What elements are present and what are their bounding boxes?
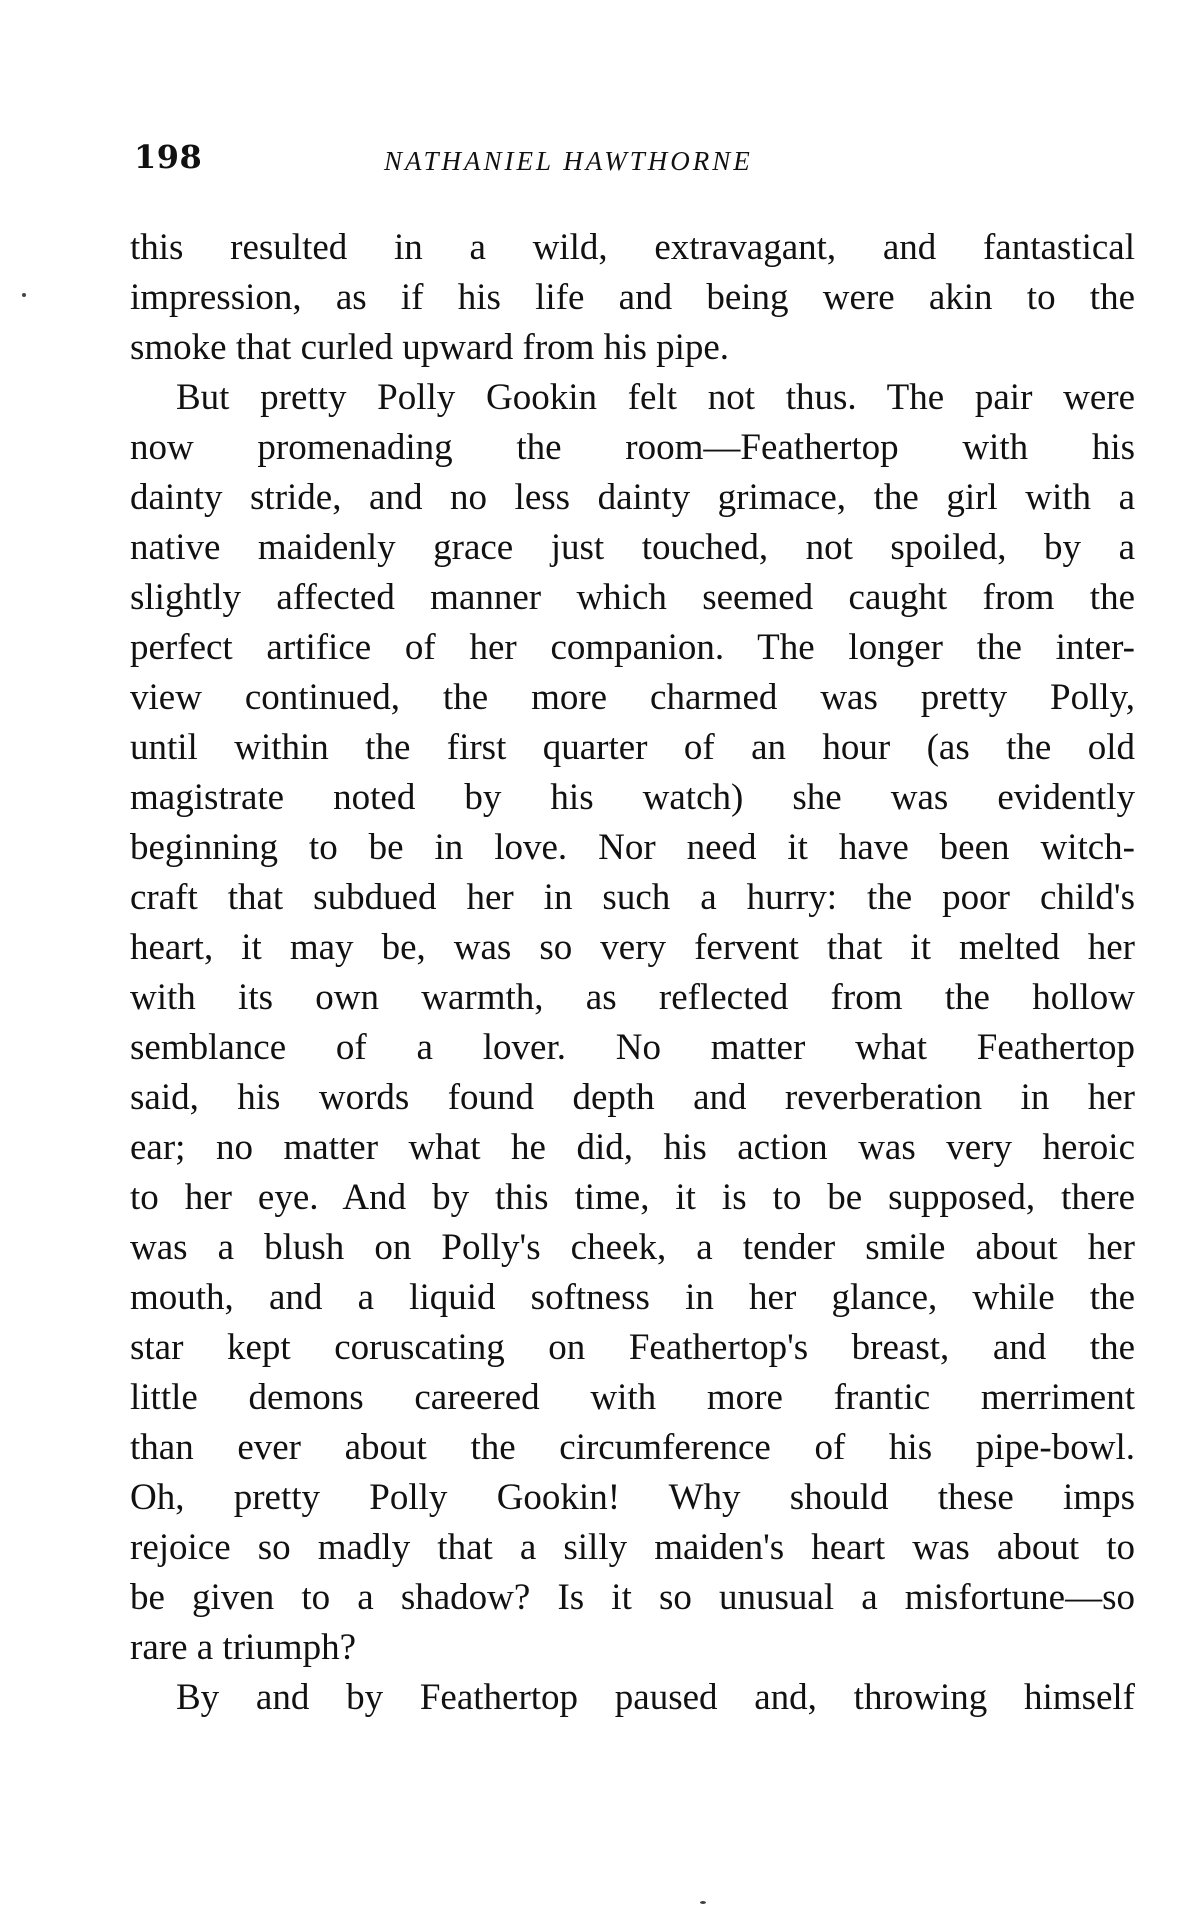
- text-line: now promenading the room—Feathertop with his: [130, 427, 1135, 468]
- text-line: impression, as if his life and being were akin to the: [130, 277, 1135, 318]
- text-line: until within the first quarter of an hour (as the old: [130, 727, 1135, 768]
- text-line: with its own warmth, as reflected from the hollow: [130, 977, 1135, 1018]
- text-line: be given to a shadow? Is it so unusual a misfortune—so: [130, 1577, 1135, 1618]
- text-line: said, his words found depth and reverberation in her: [130, 1077, 1135, 1118]
- text-line: But pretty Polly Gookin felt not thus. The pair were: [176, 377, 1135, 418]
- text-line: beginning to be in love. Nor need it have been witch-: [130, 827, 1135, 868]
- scan-speck: [700, 1901, 706, 1904]
- text-line: semblance of a lover. No matter what Feathertop: [130, 1027, 1135, 1068]
- margin-speck: [22, 293, 26, 297]
- text-line: to her eye. And by this time, it is to be supposed, there: [130, 1177, 1135, 1218]
- page-number: 198: [134, 138, 203, 176]
- running-head: NATHANIEL HAWTHORNE: [384, 146, 753, 176]
- text-line: slightly affected manner which seemed caught from the: [130, 577, 1135, 618]
- text-line: magistrate noted by his watch) she was evidently: [130, 777, 1135, 818]
- text-line: perfect artifice of her companion. The longer the inter-: [130, 627, 1135, 668]
- text-line: view continued, the more charmed was pretty Polly,: [130, 677, 1135, 718]
- text-line: heart, it may be, was so very fervent that it melted her: [130, 927, 1135, 968]
- text-line: dainty stride, and no less dainty grimace, the girl with a: [130, 477, 1135, 518]
- text-line: smoke that curled upward from his pipe.: [130, 327, 730, 368]
- text-line: rare a triumph?: [130, 1627, 356, 1668]
- text-line: Oh, pretty Polly Gookin! Why should these imps: [130, 1477, 1135, 1518]
- text-line: rejoice so madly that a silly maiden's heart was about to: [130, 1527, 1135, 1568]
- text-line: than ever about the circumference of his pipe-bowl.: [130, 1427, 1135, 1468]
- body-text: [130, 223, 1135, 1723]
- text-line: mouth, and a liquid softness in her glance, while the: [130, 1277, 1135, 1318]
- text-line: ear; no matter what he did, his action was very heroic: [130, 1127, 1135, 1168]
- text-line: By and by Feathertop paused and, throwing himself: [176, 1677, 1135, 1718]
- text-line: little demons careered with more frantic merriment: [130, 1377, 1135, 1418]
- text-line: this resulted in a wild, extravagant, and fantastical: [130, 227, 1135, 268]
- text-line: native maidenly grace just touched, not spoiled, by a: [130, 527, 1135, 568]
- text-line: was a blush on Polly's cheek, a tender smile about her: [130, 1227, 1135, 1268]
- text-line: craft that subdued her in such a hurry: the poor child's: [130, 877, 1135, 918]
- text-line: star kept coruscating on Feathertop's breast, and the: [130, 1327, 1135, 1368]
- page-header: [134, 138, 1134, 184]
